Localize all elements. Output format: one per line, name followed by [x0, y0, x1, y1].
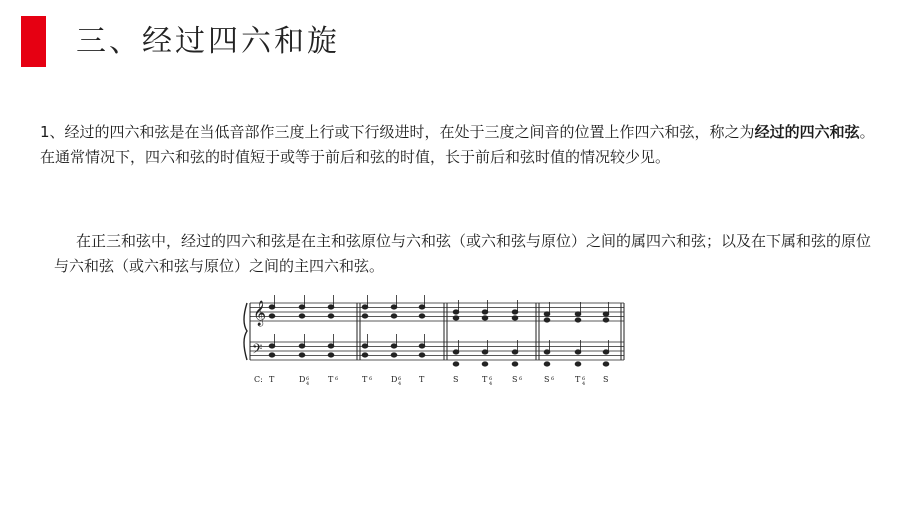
bass-clef-icon: 𝄢 [252, 341, 263, 360]
note-head [299, 305, 305, 309]
note-head [328, 344, 334, 348]
chord-figure: 6 [335, 376, 339, 382]
chord-figure: 4 [582, 381, 586, 387]
grand-staff-brace [244, 303, 247, 360]
note-head [362, 314, 368, 318]
note-head [603, 312, 609, 316]
chord-label: S [453, 375, 459, 384]
chord-label: T [575, 375, 581, 384]
note-head [269, 314, 275, 318]
note-head [328, 305, 334, 309]
note-head [512, 362, 518, 366]
note-head [299, 344, 305, 348]
note-head [391, 344, 397, 348]
chord-figure: 4 [489, 381, 493, 387]
note-head [512, 350, 518, 354]
chord-figure: 6 [489, 376, 493, 382]
note-head [269, 305, 275, 309]
note-head [362, 353, 368, 357]
definition-lead: 1、经过的四六和弦是在当低音部作三度上行或下行级进时，在处于三度之间音的位置上作四六和弦，称之为 [40, 123, 755, 141]
note-head [453, 362, 459, 366]
chord-figure: 6 [582, 376, 586, 382]
note-head [419, 353, 425, 357]
chord-figure: 4 [398, 381, 402, 387]
note-head [575, 318, 581, 322]
music-score-example [238, 292, 638, 392]
note-head [328, 353, 334, 357]
note-head [299, 353, 305, 357]
chord-label: T [362, 375, 368, 384]
chord-labels [254, 375, 608, 387]
note-head [482, 310, 488, 314]
note-head [544, 312, 550, 316]
staff-lines [250, 303, 624, 360]
note-head [512, 316, 518, 320]
title-accent-bar [21, 16, 46, 67]
note-head [544, 362, 550, 366]
note-head [575, 362, 581, 366]
note-head [419, 314, 425, 318]
note-head [603, 362, 609, 366]
note-head [362, 305, 368, 309]
note-head [482, 316, 488, 320]
chord-label: T [482, 375, 488, 384]
note-head [575, 312, 581, 316]
treble-clef-icon: 𝄞 [253, 301, 267, 326]
chord-label: S [512, 375, 518, 384]
note-head [453, 316, 459, 320]
note-head [391, 305, 397, 309]
primary-chords-paragraph [54, 229, 874, 279]
note-head [544, 318, 550, 322]
chord-figure: 4 [306, 381, 310, 387]
note-head [269, 344, 275, 348]
note-head [453, 310, 459, 314]
note-head [482, 350, 488, 354]
note-head [328, 314, 334, 318]
chord-figure: 6 [519, 376, 523, 382]
note-head [603, 318, 609, 322]
note-head [269, 353, 275, 357]
chord-figure: 6 [306, 376, 310, 382]
definition-tail: 。在通常情况下，四六和弦的时值短于或等于前后和弦的时值，长于前后和弦时值的情况较少见。 [40, 123, 875, 166]
note-head [299, 314, 305, 318]
chord-label: D [299, 375, 306, 384]
slide-title: 三、经过四六和旋 [76, 24, 340, 59]
note-head [362, 344, 368, 348]
note-head [512, 310, 518, 314]
note-head [391, 353, 397, 357]
chord-label: T [328, 375, 334, 384]
chord-label: T [419, 375, 425, 384]
note-head [575, 350, 581, 354]
chord-label: D [391, 375, 398, 384]
chord-label: T [269, 375, 275, 384]
chord-figure: 6 [551, 376, 555, 382]
chord-label: S [544, 375, 550, 384]
note-head [419, 344, 425, 348]
note-head [603, 350, 609, 354]
primary-chords-text: 在正三和弦中，经过的四六和弦是在主和弦原位与六和弦（或六和弦与原位）之间的属四六和弦；以及在下属和弦的原位与六和弦（或六和弦与原位）之间的主四六和弦。 [54, 232, 872, 275]
note-head [544, 350, 550, 354]
definition-term: 经过的四六和弦 [754, 123, 860, 141]
note-head [419, 305, 425, 309]
note-head [391, 314, 397, 318]
barlines [244, 303, 624, 360]
key-label: C: [254, 375, 263, 384]
note-head [482, 362, 488, 366]
definition-paragraph [40, 120, 885, 170]
note-head [453, 350, 459, 354]
chord-label: S [603, 375, 609, 384]
chord-figure: 6 [398, 376, 402, 382]
chord-figure: 6 [369, 376, 373, 382]
